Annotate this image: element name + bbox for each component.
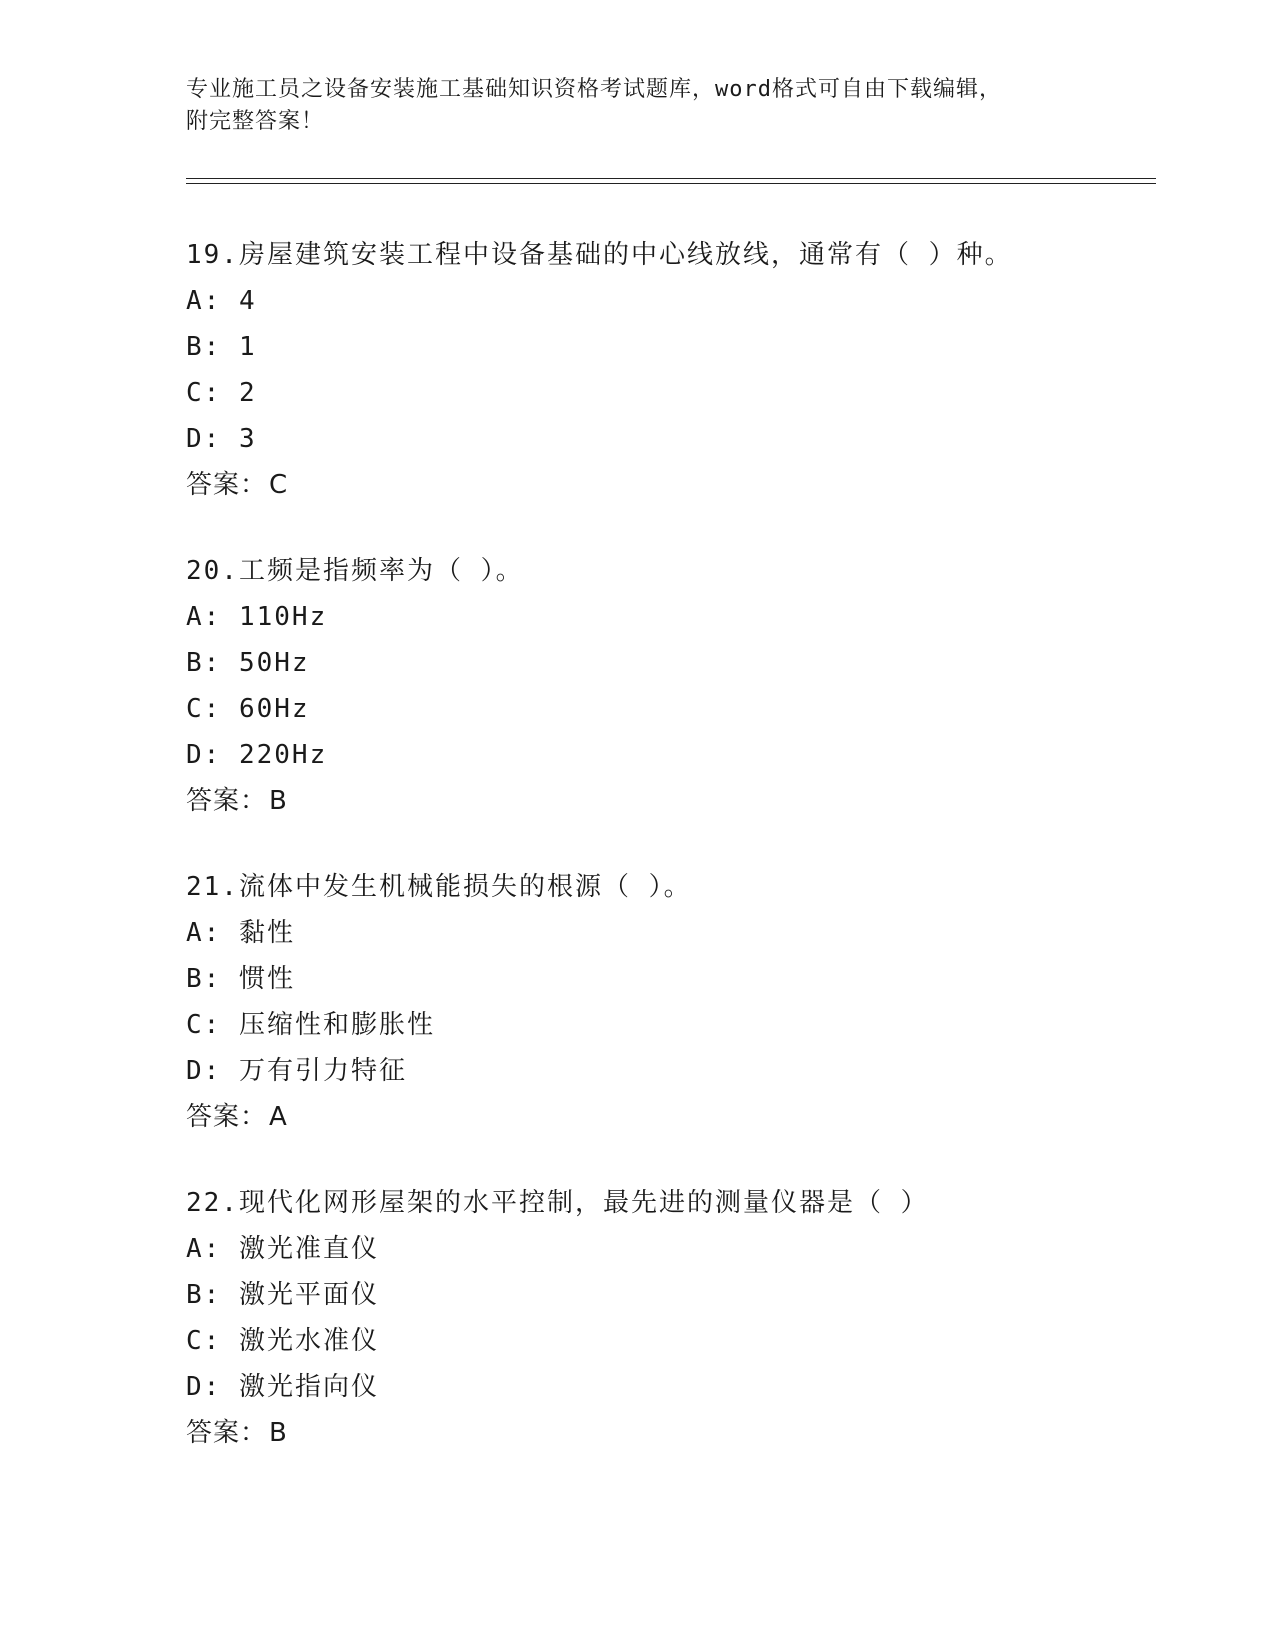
option-a: A: 110Hz (186, 602, 328, 632)
option-c: C: 激光水准仪 (186, 1326, 379, 1356)
option-b: B: 50Hz (186, 648, 310, 678)
option-c: C: 2 (186, 378, 257, 408)
option-d: D: 万有引力特征 (186, 1056, 407, 1086)
answer-value: B (269, 786, 287, 816)
question-22 (186, 1186, 1146, 1450)
answer-label: 答案： (186, 470, 268, 500)
option-c: C: 压缩性和膨胀性 (186, 1010, 435, 1040)
header-line-2: 附完整答案！ (186, 109, 325, 134)
answer (186, 1100, 1146, 1134)
option-a: A: 4 (186, 286, 257, 316)
answer-label: 答案： (186, 1102, 268, 1132)
question-19 (186, 238, 1146, 502)
answer-label: 答案： (186, 1418, 268, 1448)
answer (186, 468, 1146, 502)
answer (186, 784, 1146, 818)
question-20 (186, 554, 1146, 818)
document-header (186, 74, 1086, 138)
option-b: B: 惯性 (186, 964, 295, 994)
header-divider-bottom (186, 183, 1156, 184)
question-stem: 21.流体中发生机械能损失的根源（ ）。 (186, 872, 692, 902)
answer-value: C (269, 470, 288, 500)
question-stem: 20.工频是指频率为（ ）。 (186, 556, 524, 586)
option-d: D: 220Hz (186, 740, 328, 770)
question-21 (186, 870, 1146, 1134)
option-b: B: 激光平面仪 (186, 1280, 379, 1310)
option-d: D: 激光指向仪 (186, 1372, 379, 1402)
answer-label: 答案： (186, 786, 268, 816)
answer (186, 1416, 1146, 1450)
header-divider-top (186, 178, 1156, 179)
option-c: C: 60Hz (186, 694, 310, 724)
answer-value: B (269, 1418, 287, 1448)
option-b: B: 1 (186, 332, 257, 362)
answer-value: A (269, 1102, 287, 1132)
header-line-1: 专业施工员之设备安装施工基础知识资格考试题库，word格式可自由下载编辑， (186, 77, 1002, 102)
question-list (186, 238, 1146, 1502)
question-stem: 19.房屋建筑安装工程中设备基础的中心线放线，通常有（ ）种。 (186, 240, 1013, 270)
option-a: A: 激光准直仪 (186, 1234, 379, 1264)
option-a: A: 黏性 (186, 918, 295, 948)
option-d: D: 3 (186, 424, 257, 454)
question-stem: 22.现代化网形屋架的水平控制，最先进的测量仪器是（ ） (186, 1188, 929, 1218)
